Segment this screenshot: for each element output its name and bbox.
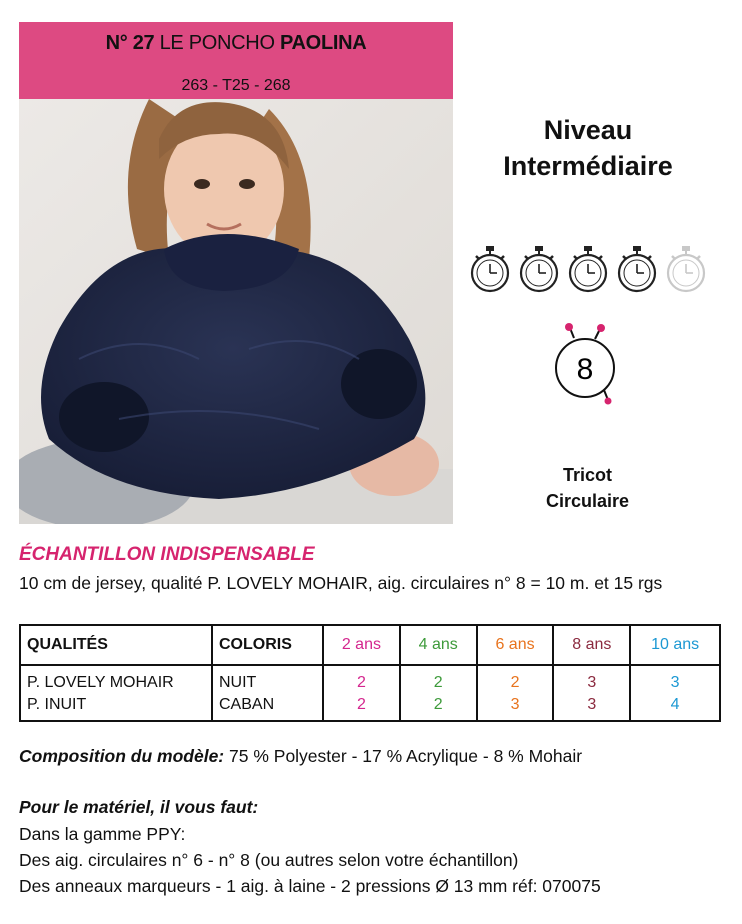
echantillon-title: ÉCHANTILLON INDISPENSABLE	[19, 544, 315, 565]
materiel-title: Pour le matériel, il vous faut:	[19, 797, 259, 817]
header-size-10: 10 ans	[630, 625, 720, 665]
level-label: Niveau	[543, 115, 633, 145]
stopwatch-icon	[521, 246, 557, 291]
quantity-value: 2	[510, 674, 520, 691]
composition-label: Composition du modèle:	[19, 746, 225, 766]
quantity-value: 4	[670, 696, 680, 713]
stopwatch-icon	[619, 246, 655, 291]
header-coloris: COLORIS	[212, 625, 323, 665]
pattern-name: PAOLINA	[279, 32, 367, 54]
header-size-4: 4 ans	[400, 625, 477, 665]
table-row	[20, 665, 720, 721]
needle-size-icon	[548, 322, 628, 406]
quantity-value: 3	[670, 674, 680, 691]
coloris-item: NUIT	[219, 674, 257, 691]
quantity-value: 3	[587, 696, 597, 713]
echantillon-text: 10 cm de jersey, qualité P. LOVELY MOHAIR, aig. circulaires n° 8 = 10 m. et 15 rgs	[19, 573, 663, 593]
needle-size-value: 8	[576, 353, 594, 386]
quantity-value: 2	[356, 696, 366, 713]
materiel-line: Des aig. circulaires n° 6 - n° 8 (ou autres selon votre échantillon)	[19, 850, 519, 870]
header-qualites: QUALITÉS	[20, 625, 212, 665]
size-4-cell	[400, 665, 477, 721]
model-photo	[19, 99, 453, 524]
composition	[19, 746, 582, 767]
difficulty-rating	[466, 240, 716, 296]
pattern-title	[19, 32, 453, 55]
quantity-value: 2	[433, 696, 443, 713]
header-size-2: 2 ans	[323, 625, 400, 665]
quantity-value: 2	[433, 674, 443, 691]
table-header-row	[20, 625, 720, 665]
yarn-table	[19, 624, 721, 722]
level-value: Intermédiaire	[503, 151, 673, 181]
method-line-2: Circulaire	[545, 491, 630, 511]
knitting-method	[500, 462, 675, 514]
pattern-number: N° 27	[105, 32, 155, 54]
stopwatch-icon	[472, 246, 508, 291]
size-10-cell	[630, 665, 720, 721]
quantity-value: 3	[587, 674, 597, 691]
materiel-line: Des anneaux marqueurs - 1 aig. à laine - 2 pressions Ø 13 mm réf: 070075	[19, 876, 601, 896]
stopwatch-icon	[570, 246, 606, 291]
skill-level	[470, 112, 706, 184]
size-2-cell	[323, 665, 400, 721]
title-band	[19, 22, 453, 99]
coloris-item: CABAN	[219, 696, 275, 713]
header-size-8: 8 ans	[553, 625, 630, 665]
materiel-line: Dans la gamme PPY:	[19, 824, 186, 844]
header-size-6: 6 ans	[477, 625, 554, 665]
size-8-cell	[553, 665, 630, 721]
size-reference: 263 - T25 - 268	[181, 77, 291, 94]
quantity-value: 2	[356, 674, 366, 691]
qualite-item: P. LOVELY MOHAIR	[27, 674, 174, 691]
stopwatch-icon-empty	[668, 246, 704, 291]
qualites-cell	[20, 665, 212, 721]
quantity-value: 3	[510, 696, 520, 713]
size-6-cell	[477, 665, 554, 721]
pattern-name-prefix: LE PONCHO	[159, 32, 275, 54]
method-line-1: Tricot	[562, 465, 612, 485]
qualite-item: P. INUIT	[27, 696, 87, 713]
composition-text: 75 % Polyester - 17 % Acrylique - 8 % Mohair	[229, 746, 583, 766]
coloris-cell	[212, 665, 323, 721]
